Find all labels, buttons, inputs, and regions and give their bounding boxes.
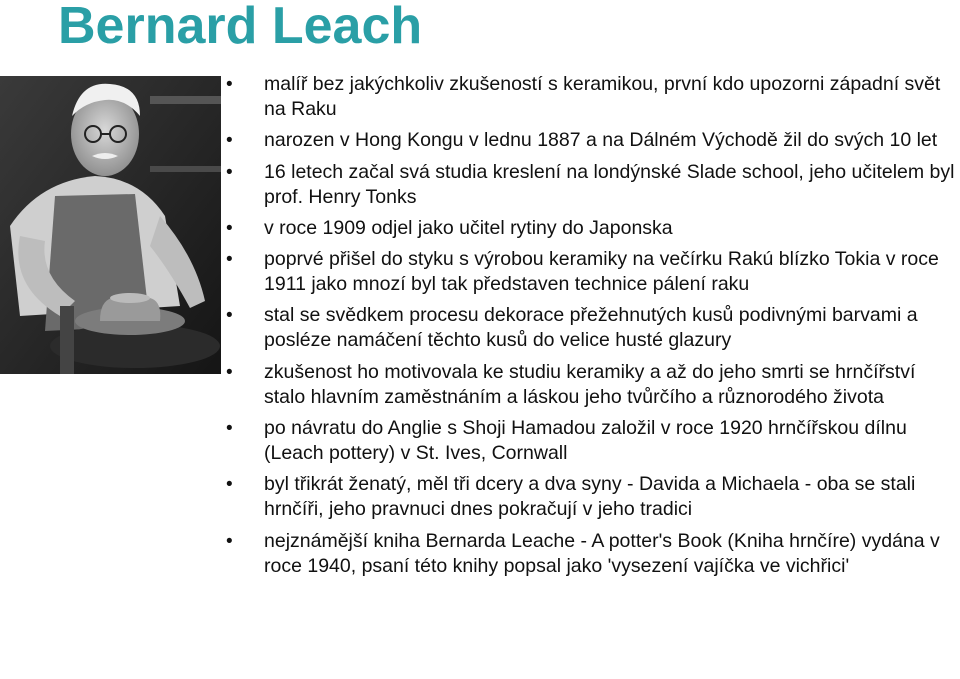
list-item: [222, 529, 958, 579]
bullet-icon: •: [226, 249, 233, 271]
list-item: [222, 160, 958, 210]
portrait-photo: [0, 76, 221, 374]
list-item-text: zkušenost ho motivovala ke studiu keramiky a až do jeho smrti se hrnčířství stalo hlavním zaměstnáním a láskou jeho tvůrčího a různorodého života: [264, 360, 916, 408]
bullet-icon: •: [226, 361, 233, 383]
list-item-text: 16 letech začal svá studia kreslení na londýnské Slade school, jeho učitelem byl prof. Henry Tonks: [264, 160, 955, 208]
bullet-icon: •: [226, 161, 233, 183]
list-item-text: v roce 1909 odjel jako učitel rytiny do Japonska: [264, 216, 673, 239]
list-item: [222, 303, 958, 353]
list-item: [222, 247, 958, 297]
list-item-text: narozen v Hong Kongu v lednu 1887 a na Dálném Východě žil do svých 10 let: [264, 129, 938, 152]
list-item-text: stal se svědkem procesu dekorace přežehnutých kusů podivnými barvami a posléze namáčení těchto kusů do velice husté glazury: [264, 304, 918, 352]
bullet-icon: •: [226, 130, 233, 152]
bullet-icon: •: [226, 305, 233, 327]
list-item-text: po návratu do Anglie s Shoji Hamadou založil v roce 1920 hrnčířskou dílnu (Leach pottery) v St. Ives, Cornwall: [264, 417, 907, 465]
list-item-text: byl třikrát ženatý, měl tři dcery a dva syny - Davida a Michaela - oba se stali hrnčíři, jeho pravnuci dnes pokračují v jeho tradici: [264, 473, 916, 521]
page-title: Bernard Leach: [58, 0, 423, 55]
list-item: [222, 360, 958, 410]
list-item-text: malíř bez jakýchkoliv zkušeností s keramikou, první kdo upozorni západní svět na Raku: [264, 73, 941, 120]
bullet-icon: •: [226, 530, 233, 552]
list-item: [222, 128, 958, 153]
list-item: [222, 216, 958, 241]
bullet-icon: •: [226, 418, 233, 440]
list-item-text: poprvé přišel do styku s výrobou keramiky na večírku Rakú blízko Tokia v roce 1911 jako mnozí byl tak představen technice pálení raku: [264, 248, 939, 296]
bullet-list: [222, 72, 958, 585]
list-item: [222, 72, 958, 122]
bullet-icon: •: [226, 74, 233, 95]
list-item-text: nejznámější kniha Bernarda Leache - A potter's Book (Kniha hrnčíre) vydána v roce 1940, psaní této knihy popsal jako 'vysezení vajíčka ve vichřici': [264, 529, 940, 577]
bullet-icon: •: [226, 474, 233, 496]
list-item: [222, 472, 958, 522]
bullet-icon: •: [226, 217, 233, 239]
list-item: [222, 416, 958, 466]
portrait-photo-icon: [0, 76, 221, 374]
